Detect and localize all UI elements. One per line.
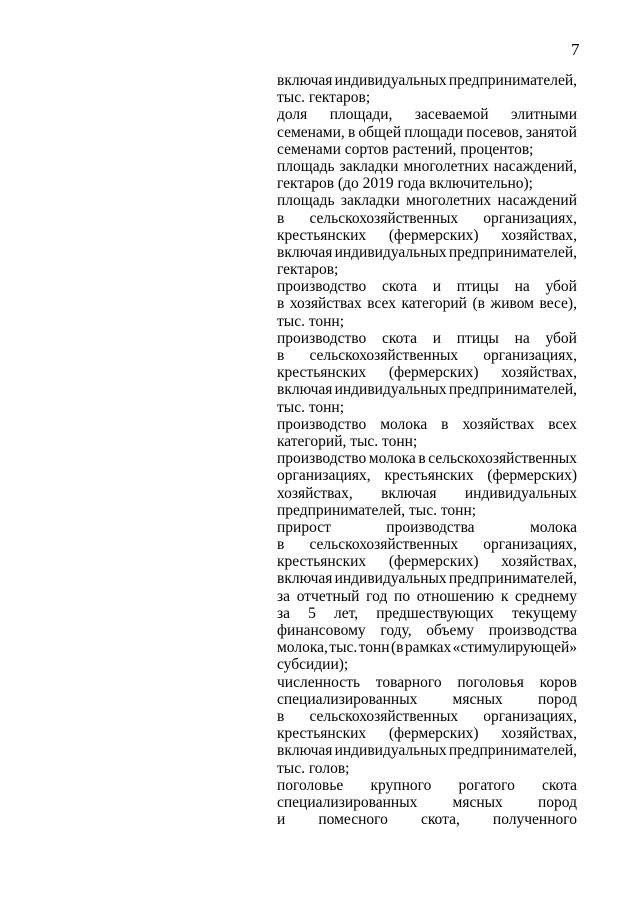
word: коров [539,673,577,691]
word: молока [529,518,577,536]
document-body [277,72,577,828]
word: субсидии); [277,656,349,674]
word: (фермерских) [388,553,479,571]
word: хозяйствах, [501,553,577,571]
word: всех [548,415,577,433]
word: товарного [375,673,442,691]
word: крестьянских [277,364,367,382]
word: включая [277,243,333,261]
word: производства [386,518,475,536]
word: полученного [492,811,577,829]
word: семенами, [277,123,345,141]
word: организациях, [483,536,577,554]
word: индивидуальных [334,381,447,399]
word: индивидуальных [334,72,447,89]
word: численность [277,673,361,691]
word: хозяйствах [289,295,362,313]
word: площадь [277,192,335,210]
word: включая [277,570,333,588]
text-line [277,605,577,622]
text-line [277,244,577,261]
word: хозяйствах [462,415,535,433]
page-number: 7 [571,40,580,59]
text-line [277,450,577,467]
word: организациях, [277,467,371,485]
word: в [277,536,285,554]
text-line [277,433,577,450]
word: гектаров; [277,261,339,279]
word: производства [488,622,577,639]
text-line [277,760,577,777]
word: «стимулирующей» [452,639,577,657]
word: элитными [511,106,577,124]
word: убой [545,278,577,296]
word: хозяйствах, [501,725,577,743]
word: крестьянских [277,226,367,244]
word: к [500,587,509,605]
word: организациях, [483,209,577,227]
word: весе), [539,295,577,313]
text-line [277,502,577,519]
word: птицы [456,329,499,347]
text-line [277,777,577,794]
word: площадь [277,157,335,175]
word: тыс. тонн; [277,312,345,330]
word: предпринимателей, [448,742,577,760]
word: тыс. [329,639,358,657]
word: сельскохозяйственных [428,450,577,468]
word: предпринимателей, [448,570,577,588]
text-line [277,708,577,725]
word: прирост [277,518,331,536]
word: многолетних [406,192,492,210]
word: в [347,123,356,141]
word: предшествующих [376,604,494,622]
word: лет, [333,604,359,622]
text-line [277,656,577,673]
word: текущему [511,604,577,622]
text-line [277,622,577,639]
word: занятой [525,123,577,141]
text-line [277,72,577,89]
word: включая [381,484,437,502]
word: засеваемой [414,106,489,124]
word: тыс. гектаров; [277,89,371,107]
text-line [277,381,577,398]
word: сельскохозяйственных [309,209,459,227]
word: убой [545,329,577,347]
text-line [277,399,577,416]
word: финансовому [277,622,366,639]
text-line [277,295,577,312]
word: (фермерских) [388,364,479,382]
word: предпринимателей, тыс. тонн; [277,501,477,519]
text-line [277,106,577,123]
word: предпринимателей, [448,72,577,89]
word: рамках [404,639,452,657]
word: (фермерских) [487,467,577,485]
word: объему [426,622,475,639]
word: закладки [339,157,399,175]
word: закладки [340,192,400,210]
word: площади, [329,106,393,124]
word: организациях, [483,707,577,725]
word: хозяйствах, [501,364,577,382]
word: индивидуальных [334,742,447,760]
word: живом [490,295,534,313]
text-line [277,639,577,656]
word: организациях, [483,347,577,364]
text-line [277,89,577,106]
word: мясных [452,690,503,708]
text-line [277,141,577,158]
text-line [277,210,577,227]
word: общей [358,123,402,141]
word: специализированных [277,793,418,811]
word: в [441,415,449,433]
text-line [277,485,577,502]
word: предпринимателей, [448,381,577,399]
word: в [277,707,285,725]
word: индивидуальных [334,570,447,588]
text-line [277,725,577,742]
word: в [418,450,426,468]
word: включая [277,381,333,399]
word: гектаров (до 2019 года включительно); [277,175,533,193]
word: году, [380,622,412,639]
text-line [277,278,577,295]
word: насаждений, [493,157,577,175]
word: производство [277,278,367,296]
word: всех [367,295,396,313]
word: молока [380,415,428,433]
word: производство [277,415,367,433]
word: производство [277,450,367,468]
word: скота [381,278,417,296]
text-line [277,742,577,759]
word: категорий, тыс. тонн; [277,432,418,450]
word: хозяйствах, [277,484,353,502]
word: скота, [420,811,460,829]
word: молока [368,450,416,468]
word: птицы [456,278,499,296]
text-line [277,175,577,192]
text-line [277,691,577,708]
text-line [277,519,577,536]
word: отношению [416,587,495,605]
word: хозяйствах, [501,226,577,244]
word: включая [277,742,333,760]
word: и [432,278,442,296]
word: крестьянских [277,553,367,571]
word: (в [472,295,485,313]
text-line [277,347,577,364]
word: скота [381,329,417,347]
word: (фермерских) [388,725,479,743]
text-line [277,313,577,330]
word: в [277,295,285,313]
word: (в [390,639,404,657]
word: семенами сортов растений, процентов; [277,140,534,158]
text-line [277,467,577,484]
word: сельскохозяйственных [309,707,459,725]
word: крестьянских [277,725,367,743]
text-line [277,158,577,175]
word: сельскохозяйственных [309,347,459,364]
word: поголовье [277,776,344,794]
word: специализированных [277,690,418,708]
word: помесного [318,811,388,829]
word: на [514,278,530,296]
word: производство [277,329,367,347]
text-line [277,553,577,570]
text-line [277,588,577,605]
word: многолетних [403,157,489,175]
text-line [277,124,577,141]
word: включая [277,72,333,89]
text-line [277,536,577,553]
text-line [277,674,577,691]
word: за [277,587,291,605]
text-line [277,192,577,209]
text-line [277,416,577,433]
word: крестьянских [384,467,474,485]
text-line [277,811,577,828]
word: и [432,329,442,347]
word: рогатого [458,776,515,794]
word: в [277,209,285,227]
word: тонн [358,639,390,657]
word: предпринимателей, [448,243,577,261]
word: среднему [515,587,577,605]
word: по [394,587,411,605]
word: скота [541,776,577,794]
word: и [277,811,286,829]
word: индивидуальных [334,243,447,261]
word: 5 [308,604,316,622]
text-line [277,330,577,347]
word: поголовья [457,673,524,691]
text-line [277,227,577,244]
word: тыс. тонн; [277,398,345,416]
word: в [277,347,285,364]
word: индивидуальных [464,484,577,502]
word: посевов, [466,123,523,141]
word: площади [404,123,464,141]
word: за [277,604,291,622]
text-line [277,570,577,587]
word: год [366,587,388,605]
word: тыс. голов; [277,759,350,777]
word: на [514,329,530,347]
word: пород [537,690,577,708]
word: категорий [401,295,467,313]
word: молока, [277,639,328,657]
word: (фермерских) [388,226,479,244]
text-line [277,794,577,811]
word: доля [277,106,308,124]
text-line [277,261,577,278]
word: отчетный [296,587,360,605]
word: насаждений [497,192,577,210]
text-line [277,364,577,381]
word: сельскохозяйственных [309,536,459,554]
word: мясных [452,793,503,811]
word: крупного [370,776,432,794]
word: пород [537,793,577,811]
